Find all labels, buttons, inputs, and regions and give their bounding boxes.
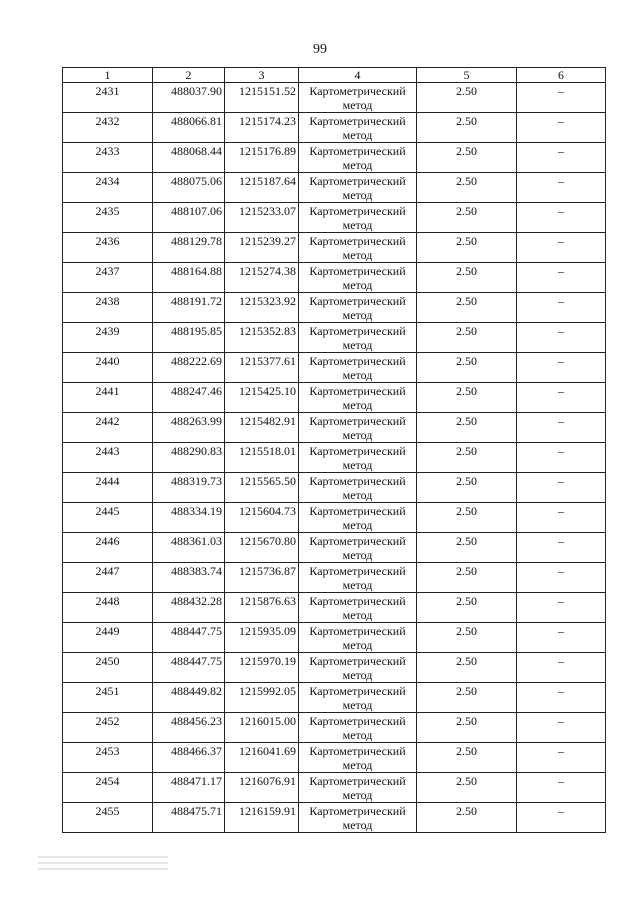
y-coordinate-cell: 1215604.73 <box>225 503 299 533</box>
x-coordinate-cell: 488263.99 <box>153 413 225 443</box>
point-number-cell: 2450 <box>63 653 153 683</box>
table-row <box>63 263 606 293</box>
method-line-2: метод <box>342 278 373 292</box>
method-line-1: Картометрический <box>309 804 406 818</box>
method-line-2: метод <box>342 818 373 832</box>
point-number-cell: 2434 <box>63 173 153 203</box>
y-coordinate-cell: 1215876.63 <box>225 593 299 623</box>
y-coordinate-cell: 1215174.23 <box>225 113 299 143</box>
method-line-1: Картометрический <box>309 204 406 218</box>
y-coordinate-cell: 1215482.91 <box>225 413 299 443</box>
table-row <box>63 503 606 533</box>
column-header: 2 <box>153 68 225 83</box>
method-line-1: Картометрический <box>309 144 406 158</box>
note-cell: – <box>517 353 606 383</box>
method-line-1: Картометрический <box>309 744 406 758</box>
x-coordinate-cell: 488447.75 <box>153 623 225 653</box>
method-cell <box>299 323 417 353</box>
note-cell: – <box>517 803 606 833</box>
note-cell: – <box>517 293 606 323</box>
note-cell: – <box>517 383 606 413</box>
table-row <box>63 743 606 773</box>
method-line-2: метод <box>342 458 373 472</box>
note-cell: – <box>517 143 606 173</box>
accuracy-cell: 2.50 <box>417 203 517 233</box>
method-cell <box>299 683 417 713</box>
x-coordinate-cell: 488456.23 <box>153 713 225 743</box>
note-cell: – <box>517 563 606 593</box>
method-line-1: Картометрический <box>309 714 406 728</box>
note-cell: – <box>517 713 606 743</box>
accuracy-cell: 2.50 <box>417 233 517 263</box>
x-coordinate-cell: 488066.81 <box>153 113 225 143</box>
method-cell <box>299 383 417 413</box>
method-line-1: Картометрический <box>309 294 406 308</box>
point-number-cell: 2454 <box>63 773 153 803</box>
method-cell <box>299 353 417 383</box>
x-coordinate-cell: 488432.28 <box>153 593 225 623</box>
method-line-2: метод <box>342 188 373 202</box>
method-cell <box>299 173 417 203</box>
accuracy-cell: 2.50 <box>417 323 517 353</box>
x-coordinate-cell: 488290.83 <box>153 443 225 473</box>
note-cell: – <box>517 263 606 293</box>
method-line-2: метод <box>342 578 373 592</box>
y-coordinate-cell: 1215352.83 <box>225 323 299 353</box>
accuracy-cell: 2.50 <box>417 653 517 683</box>
accuracy-cell: 2.50 <box>417 113 517 143</box>
accuracy-cell: 2.50 <box>417 263 517 293</box>
y-coordinate-cell: 1215935.09 <box>225 623 299 653</box>
x-coordinate-cell: 488447.75 <box>153 653 225 683</box>
method-line-1: Картометрический <box>309 264 406 278</box>
method-line-1: Картометрический <box>309 474 406 488</box>
note-cell: – <box>517 593 606 623</box>
method-line-2: метод <box>342 368 373 382</box>
y-coordinate-cell: 1215176.89 <box>225 143 299 173</box>
y-coordinate-cell: 1215377.61 <box>225 353 299 383</box>
method-cell <box>299 773 417 803</box>
method-cell <box>299 143 417 173</box>
y-coordinate-cell: 1216159.91 <box>225 803 299 833</box>
table-row <box>63 803 606 833</box>
accuracy-cell: 2.50 <box>417 413 517 443</box>
point-number-cell: 2448 <box>63 593 153 623</box>
method-cell <box>299 743 417 773</box>
method-line-1: Картометрический <box>309 324 406 338</box>
table-row <box>63 143 606 173</box>
method-cell <box>299 653 417 683</box>
y-coordinate-cell: 1215970.19 <box>225 653 299 683</box>
table-row <box>63 173 606 203</box>
method-line-1: Картометрический <box>309 444 406 458</box>
method-line-1: Картометрический <box>309 354 406 368</box>
note-cell: – <box>517 443 606 473</box>
method-cell <box>299 803 417 833</box>
x-coordinate-cell: 488037.90 <box>153 83 225 113</box>
x-coordinate-cell: 488075.06 <box>153 173 225 203</box>
accuracy-cell: 2.50 <box>417 83 517 113</box>
method-line-2: метод <box>342 338 373 352</box>
x-coordinate-cell: 488107.06 <box>153 203 225 233</box>
method-line-2: метод <box>342 128 373 142</box>
point-number-cell: 2455 <box>63 803 153 833</box>
note-cell: – <box>517 323 606 353</box>
point-number-cell: 2451 <box>63 683 153 713</box>
x-coordinate-cell: 488334.19 <box>153 503 225 533</box>
faint-stamp-mark <box>38 852 168 876</box>
x-coordinate-cell: 488222.69 <box>153 353 225 383</box>
accuracy-cell: 2.50 <box>417 383 517 413</box>
coordinates-table <box>62 67 606 833</box>
table-row <box>63 683 606 713</box>
accuracy-cell: 2.50 <box>417 443 517 473</box>
table-row <box>63 773 606 803</box>
table-body <box>63 83 606 833</box>
point-number-cell: 2440 <box>63 353 153 383</box>
x-coordinate-cell: 488247.46 <box>153 383 225 413</box>
table-row <box>63 383 606 413</box>
point-number-cell: 2446 <box>63 533 153 563</box>
point-number-cell: 2443 <box>63 443 153 473</box>
method-cell <box>299 113 417 143</box>
note-cell: – <box>517 413 606 443</box>
point-number-cell: 2437 <box>63 263 153 293</box>
point-number-cell: 2438 <box>63 293 153 323</box>
method-cell <box>299 713 417 743</box>
table-row <box>63 83 606 113</box>
table-row <box>63 353 606 383</box>
y-coordinate-cell: 1215187.64 <box>225 173 299 203</box>
accuracy-cell: 2.50 <box>417 773 517 803</box>
method-line-2: метод <box>342 158 373 172</box>
x-coordinate-cell: 488449.82 <box>153 683 225 713</box>
y-coordinate-cell: 1216041.69 <box>225 743 299 773</box>
y-coordinate-cell: 1216076.91 <box>225 773 299 803</box>
table-row <box>63 563 606 593</box>
method-line-2: метод <box>342 698 373 712</box>
accuracy-cell: 2.50 <box>417 143 517 173</box>
point-number-cell: 2439 <box>63 323 153 353</box>
method-line-1: Картометрический <box>309 504 406 518</box>
table-row <box>63 203 606 233</box>
page-number: 99 <box>313 42 327 57</box>
method-line-2: метод <box>342 488 373 502</box>
method-line-2: метод <box>342 758 373 772</box>
method-line-1: Картометрический <box>309 114 406 128</box>
x-coordinate-cell: 488191.72 <box>153 293 225 323</box>
method-line-2: метод <box>342 638 373 652</box>
note-cell: – <box>517 113 606 143</box>
point-number-cell: 2435 <box>63 203 153 233</box>
accuracy-cell: 2.50 <box>417 173 517 203</box>
method-line-1: Картометрический <box>309 534 406 548</box>
y-coordinate-cell: 1216015.00 <box>225 713 299 743</box>
table-row <box>63 653 606 683</box>
table-row <box>63 593 606 623</box>
method-cell <box>299 593 417 623</box>
point-number-cell: 2445 <box>63 503 153 533</box>
y-coordinate-cell: 1215323.92 <box>225 293 299 323</box>
method-line-1: Картометрический <box>309 654 406 668</box>
method-line-1: Картометрический <box>309 174 406 188</box>
y-coordinate-cell: 1215425.10 <box>225 383 299 413</box>
method-line-2: метод <box>342 518 373 532</box>
y-coordinate-cell: 1215736.87 <box>225 563 299 593</box>
method-line-2: метод <box>342 788 373 802</box>
table-row <box>63 113 606 143</box>
y-coordinate-cell: 1215151.52 <box>225 83 299 113</box>
note-cell: – <box>517 773 606 803</box>
accuracy-cell: 2.50 <box>417 503 517 533</box>
accuracy-cell: 2.50 <box>417 743 517 773</box>
point-number-cell: 2431 <box>63 83 153 113</box>
table-row <box>63 323 606 353</box>
method-line-2: метод <box>342 98 373 112</box>
method-line-2: метод <box>342 308 373 322</box>
note-cell: – <box>517 533 606 563</box>
method-line-1: Картометрический <box>309 684 406 698</box>
point-number-cell: 2433 <box>63 143 153 173</box>
note-cell: – <box>517 473 606 503</box>
table-row <box>63 443 606 473</box>
table-row <box>63 233 606 263</box>
x-coordinate-cell: 488129.78 <box>153 233 225 263</box>
point-number-cell: 2441 <box>63 383 153 413</box>
accuracy-cell: 2.50 <box>417 353 517 383</box>
method-line-2: метод <box>342 428 373 442</box>
accuracy-cell: 2.50 <box>417 713 517 743</box>
note-cell: – <box>517 83 606 113</box>
column-header: 4 <box>299 68 417 83</box>
method-line-1: Картометрический <box>309 564 406 578</box>
x-coordinate-cell: 488475.71 <box>153 803 225 833</box>
method-line-2: метод <box>342 608 373 622</box>
y-coordinate-cell: 1215518.01 <box>225 443 299 473</box>
method-line-1: Картометрический <box>309 774 406 788</box>
column-header: 5 <box>417 68 517 83</box>
x-coordinate-cell: 488466.37 <box>153 743 225 773</box>
method-line-2: метод <box>342 548 373 562</box>
accuracy-cell: 2.50 <box>417 623 517 653</box>
y-coordinate-cell: 1215233.07 <box>225 203 299 233</box>
point-number-cell: 2452 <box>63 713 153 743</box>
method-line-1: Картометрический <box>309 624 406 638</box>
note-cell: – <box>517 203 606 233</box>
note-cell: – <box>517 503 606 533</box>
method-cell <box>299 293 417 323</box>
y-coordinate-cell: 1215274.38 <box>225 263 299 293</box>
note-cell: – <box>517 743 606 773</box>
accuracy-cell: 2.50 <box>417 593 517 623</box>
method-cell <box>299 563 417 593</box>
method-line-1: Картометрический <box>309 414 406 428</box>
x-coordinate-cell: 488383.74 <box>153 563 225 593</box>
point-number-cell: 2453 <box>63 743 153 773</box>
method-line-1: Картометрический <box>309 234 406 248</box>
method-cell <box>299 413 417 443</box>
method-cell <box>299 503 417 533</box>
y-coordinate-cell: 1215670.80 <box>225 533 299 563</box>
x-coordinate-cell: 488361.03 <box>153 533 225 563</box>
point-number-cell: 2444 <box>63 473 153 503</box>
accuracy-cell: 2.50 <box>417 803 517 833</box>
method-line-2: метод <box>342 398 373 412</box>
note-cell: – <box>517 233 606 263</box>
accuracy-cell: 2.50 <box>417 683 517 713</box>
x-coordinate-cell: 488471.17 <box>153 773 225 803</box>
column-header: 6 <box>517 68 606 83</box>
accuracy-cell: 2.50 <box>417 533 517 563</box>
table-row <box>63 623 606 653</box>
column-header: 1 <box>63 68 153 83</box>
method-line-1: Картометрический <box>309 84 406 98</box>
method-line-1: Картометрический <box>309 384 406 398</box>
y-coordinate-cell: 1215565.50 <box>225 473 299 503</box>
x-coordinate-cell: 488164.88 <box>153 263 225 293</box>
method-cell <box>299 623 417 653</box>
column-header: 3 <box>225 68 299 83</box>
note-cell: – <box>517 623 606 653</box>
method-cell <box>299 443 417 473</box>
point-number-cell: 2436 <box>63 233 153 263</box>
method-cell <box>299 533 417 563</box>
point-number-cell: 2449 <box>63 623 153 653</box>
header-row <box>63 68 606 83</box>
accuracy-cell: 2.50 <box>417 563 517 593</box>
note-cell: – <box>517 173 606 203</box>
method-cell <box>299 473 417 503</box>
table-row <box>63 473 606 503</box>
x-coordinate-cell: 488195.85 <box>153 323 225 353</box>
method-cell <box>299 233 417 263</box>
method-line-2: метод <box>342 218 373 232</box>
method-cell <box>299 263 417 293</box>
method-line-2: метод <box>342 728 373 742</box>
table-row <box>63 293 606 323</box>
method-line-1: Картометрический <box>309 594 406 608</box>
table-row <box>63 533 606 563</box>
note-cell: – <box>517 683 606 713</box>
point-number-cell: 2442 <box>63 413 153 443</box>
x-coordinate-cell: 488068.44 <box>153 143 225 173</box>
y-coordinate-cell: 1215239.27 <box>225 233 299 263</box>
y-coordinate-cell: 1215992.05 <box>225 683 299 713</box>
method-line-2: метод <box>342 668 373 682</box>
method-line-2: метод <box>342 248 373 262</box>
method-cell <box>299 203 417 233</box>
table-row <box>63 413 606 443</box>
note-cell: – <box>517 653 606 683</box>
point-number-cell: 2432 <box>63 113 153 143</box>
point-number-cell: 2447 <box>63 563 153 593</box>
accuracy-cell: 2.50 <box>417 293 517 323</box>
accuracy-cell: 2.50 <box>417 473 517 503</box>
table-row <box>63 713 606 743</box>
method-cell <box>299 83 417 113</box>
x-coordinate-cell: 488319.73 <box>153 473 225 503</box>
